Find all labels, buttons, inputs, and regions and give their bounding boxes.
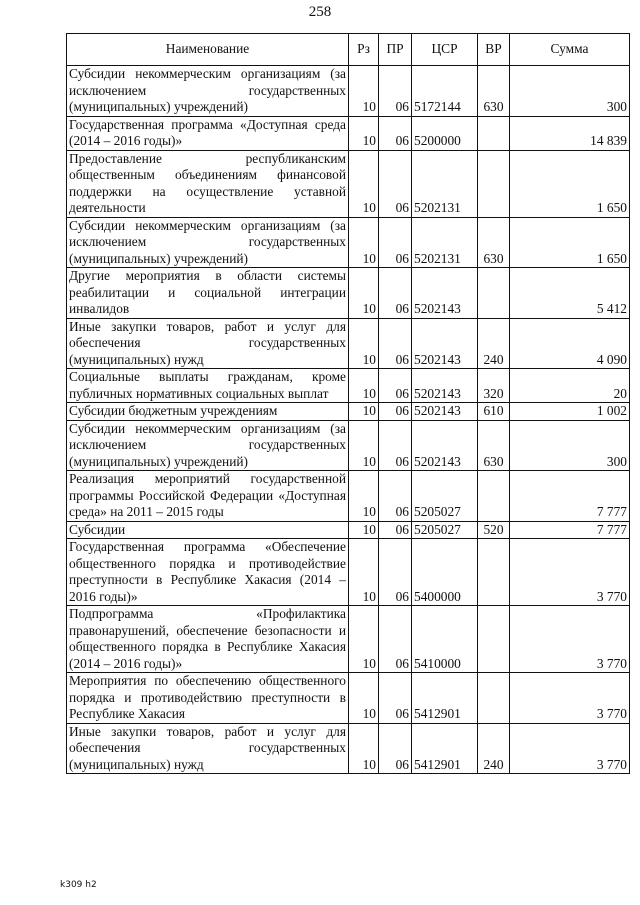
row-csr: 5205027 [412,521,478,539]
row-pr: 06 [379,150,412,217]
row-rz: 10 [349,471,379,522]
row-csr: 5202143 [412,268,478,319]
row-name: Субсидии [67,521,349,539]
row-vr: 630 [478,66,510,117]
row-vr [478,116,510,150]
row-name: Субсидии некоммерческим организациям (за исключением государственных (муниципальных) учреждений) [67,420,349,471]
table-row [67,268,630,319]
row-rz: 10 [349,369,379,403]
header-csr: ЦСР [412,34,478,66]
footer-code: k309 h2 [60,880,97,890]
table-row [67,318,630,369]
row-rz: 10 [349,217,379,268]
row-name: Реализация мероприятий государственной программы Российской Федерации «Доступная среда» на 2011 – 2015 годы [67,471,349,522]
row-rz: 10 [349,539,379,606]
row-rz: 10 [349,420,379,471]
row-vr [478,268,510,319]
table-row [67,539,630,606]
row-name: Подпрограмма «Профилактика правонарушений, обеспечение безопасности и общественного порядка в Республике Хакасия (2014 – 2016 годы)» [67,606,349,673]
row-csr: 5202131 [412,150,478,217]
row-csr: 5400000 [412,539,478,606]
row-sum: 1 650 [510,150,630,217]
row-csr: 5410000 [412,606,478,673]
row-vr: 610 [478,403,510,421]
row-rz: 10 [349,723,379,774]
row-rz: 10 [349,521,379,539]
row-pr: 06 [379,318,412,369]
row-vr [478,606,510,673]
row-rz: 10 [349,403,379,421]
row-vr [478,471,510,522]
header-sum: Сумма [510,34,630,66]
row-sum: 5 412 [510,268,630,319]
row-name: Государственная программа «Доступная среда (2014 – 2016 годы)» [67,116,349,150]
table-row [67,420,630,471]
row-vr [478,673,510,724]
header-name: Наименование [67,34,349,66]
row-pr: 06 [379,420,412,471]
row-sum: 3 770 [510,606,630,673]
table-row [67,66,630,117]
row-pr: 06 [379,606,412,673]
row-rz: 10 [349,268,379,319]
row-csr: 5202143 [412,369,478,403]
table-row [67,606,630,673]
table-row [67,403,630,421]
row-rz: 10 [349,150,379,217]
table-row [67,150,630,217]
row-name: Предоставление республиканским общественным объединениям финансовой поддержки на осуществление уставной деятельности [67,150,349,217]
row-vr: 630 [478,217,510,268]
row-sum: 1 650 [510,217,630,268]
row-pr: 06 [379,116,412,150]
table-body [67,66,630,774]
header-rz: Рз [349,34,379,66]
row-csr: 5202143 [412,318,478,369]
row-name: Социальные выплаты гражданам, кроме публичных нормативных социальных выплат [67,369,349,403]
row-rz: 10 [349,673,379,724]
row-vr: 520 [478,521,510,539]
row-name: Иные закупки товаров, работ и услуг для обеспечения государственных (муниципальных) нужд [67,723,349,774]
row-sum: 3 770 [510,723,630,774]
row-csr: 5172144 [412,66,478,117]
row-pr: 06 [379,521,412,539]
row-pr: 06 [379,539,412,606]
row-pr: 06 [379,723,412,774]
row-sum: 1 002 [510,403,630,421]
table-header-row [67,34,630,66]
table-row [67,723,630,774]
header-pr: ПР [379,34,412,66]
row-name: Субсидии некоммерческим организациям (за исключением государственных (муниципальных) учреждений) [67,217,349,268]
row-vr: 240 [478,723,510,774]
row-sum: 14 839 [510,116,630,150]
row-name: Субсидии некоммерческим организациям (за исключением государственных (муниципальных) учреждений) [67,66,349,117]
row-sum: 7 777 [510,521,630,539]
row-pr: 06 [379,403,412,421]
row-vr: 320 [478,369,510,403]
table-row [67,217,630,268]
row-pr: 06 [379,66,412,117]
row-sum: 3 770 [510,673,630,724]
row-vr: 630 [478,420,510,471]
row-name: Мероприятия по обеспечению общественного порядка и противодействию преступности в Республике Хакасия [67,673,349,724]
row-name: Другие мероприятия в области системы реабилитации и социальной интеграции инвалидов [67,268,349,319]
row-vr: 240 [478,318,510,369]
row-csr: 5412901 [412,723,478,774]
header-vr: ВР [478,34,510,66]
row-sum: 300 [510,420,630,471]
row-vr [478,539,510,606]
row-pr: 06 [379,217,412,268]
row-csr: 5200000 [412,116,478,150]
row-name: Государственная программа «Обеспечение общественного порядка и противодействие преступности в Республике Хакасия (2014 – 2016 годы)» [67,539,349,606]
page-number: 258 [308,4,332,20]
row-rz: 10 [349,116,379,150]
table-row [67,369,630,403]
row-pr: 06 [379,471,412,522]
row-rz: 10 [349,66,379,117]
budget-table [66,33,630,774]
row-name: Иные закупки товаров, работ и услуг для обеспечения государственных (муниципальных) нужд [67,318,349,369]
row-csr: 5202131 [412,217,478,268]
row-rz: 10 [349,606,379,673]
table-row [67,673,630,724]
row-pr: 06 [379,673,412,724]
table-row [67,521,630,539]
row-sum: 3 770 [510,539,630,606]
table-row [67,471,630,522]
row-pr: 06 [379,369,412,403]
row-csr: 5412901 [412,673,478,724]
row-sum: 300 [510,66,630,117]
row-csr: 5202143 [412,403,478,421]
row-pr: 06 [379,268,412,319]
row-sum: 20 [510,369,630,403]
table-row [67,116,630,150]
row-csr: 5205027 [412,471,478,522]
row-name: Субсидии бюджетным учреждениям [67,403,349,421]
row-sum: 4 090 [510,318,630,369]
row-vr [478,150,510,217]
row-csr: 5202143 [412,420,478,471]
row-sum: 7 777 [510,471,630,522]
row-rz: 10 [349,318,379,369]
